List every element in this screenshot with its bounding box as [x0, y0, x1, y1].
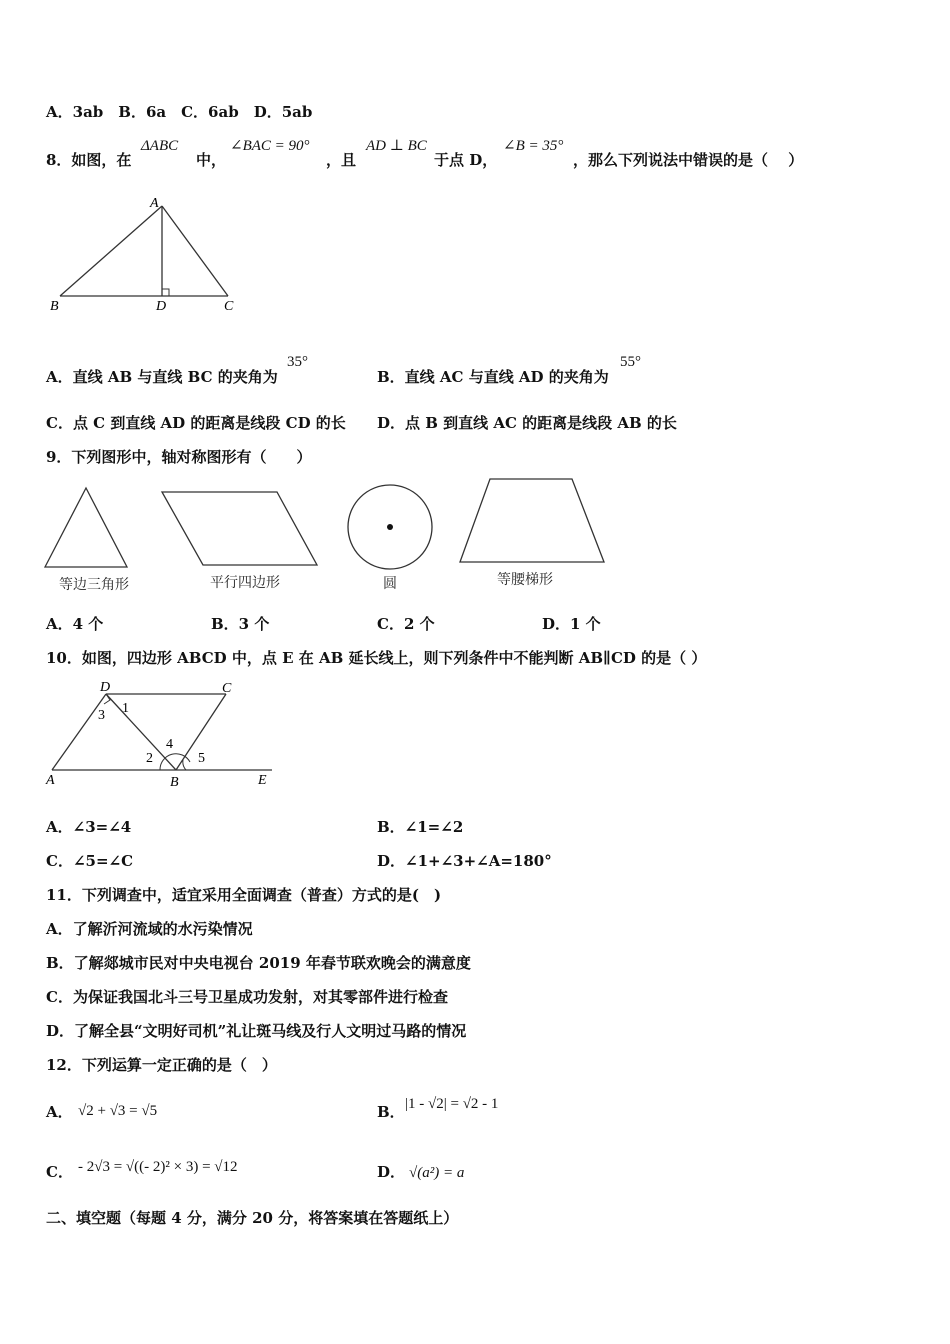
q9-option-d: D．1 个: [542, 615, 601, 633]
q8-stem-post: ，那么下列说法中错误的是（ ）: [573, 151, 804, 169]
q9-option-a: A．4 个: [46, 615, 104, 633]
q10-label-b: B: [170, 775, 179, 790]
q10-option-a: A．∠3=∠4: [46, 818, 132, 836]
q9-option-c: C．2 个: [377, 615, 435, 633]
q8-angle-bac: ∠BAC = 90°: [230, 138, 310, 154]
q8-option-b: B．直线 AC 与直线 AD 的夹角为: [377, 368, 609, 386]
q10-label-c: C: [222, 681, 232, 696]
q7-options: A．3ab B．6a C．6ab D．5ab: [46, 103, 313, 121]
q8-stem-mid2: ，且: [326, 151, 357, 169]
q10-label-1: 1: [122, 701, 129, 716]
q8-option-c: C．点 C 到直线 AD 的距离是线段 CD 的长: [46, 414, 346, 432]
q8-angle-b: ∠B = 35°: [503, 138, 564, 154]
q12-option-c-label: C．: [46, 1163, 73, 1181]
q11-stem: 11．下列调查中，适宜采用全面调查（普查）方式的是( ): [46, 886, 442, 904]
q12-option-a-expr: √2 + √3 = √5: [78, 1103, 158, 1119]
q8-label-d: D: [156, 299, 167, 314]
q10-label-d: D: [100, 680, 111, 695]
q9-shape-label-parallelogram: 平行四边形: [210, 575, 280, 591]
q11-option-a: A．了解沂河流域的水污染情况: [46, 920, 253, 938]
q12-option-d-expr: √(a²) = a: [409, 1165, 465, 1181]
q9-option-b: B．3 个: [211, 615, 270, 633]
q12-option-a-label: A．: [46, 1103, 73, 1121]
q8-option-a-value: 35°: [287, 354, 308, 370]
q8-option-d: D．点 B 到直线 AC 的距离是线段 AB 的长: [377, 414, 677, 432]
q10-label-a: A: [46, 773, 55, 788]
q10-stem: 10．如图，四边形 ABCD 中，点 E 在 AB 延长线上，则下列条件中不能判断 AB∥CD 的是（ ）: [46, 649, 707, 667]
q11-option-c: C．为保证我国北斗三号卫星成功发射，对其零部件进行检查: [46, 988, 448, 1006]
q10-option-d: D．∠1+∠3+∠A=180°: [377, 852, 552, 870]
q9-shape-label-triangle: 等边三角形: [59, 577, 129, 593]
q12-stem: 12．下列运算一定正确的是（ ）: [46, 1056, 277, 1074]
q8-option-b-value: 55°: [620, 354, 641, 370]
q8-option-a: A．直线 AB 与直线 BC 的夹角为: [46, 368, 278, 386]
q8-label-b: B: [50, 299, 59, 314]
q8-triangle-abc: ΔABC: [141, 138, 179, 154]
q10-label-3: 3: [98, 708, 105, 723]
q10-label-5: 5: [198, 751, 205, 766]
q11-option-b: B．了解郯城市民对中央电视台 2019 年春节联欢晚会的满意度: [46, 954, 471, 972]
q8-perpendicular: AD ⊥ BC: [366, 138, 427, 154]
section2-title: 二、填空题（每题 4 分，满分 20 分，将答案填在答题纸上）: [46, 1209, 459, 1227]
q8-stem-pre: 8．如图，在: [46, 151, 132, 169]
q8-label-c: C: [224, 299, 234, 314]
q10-option-c: C．∠5=∠C: [46, 852, 134, 870]
q10-label-2: 2: [146, 751, 153, 766]
q11-option-d: D．了解全县“文明好司机”礼让斑马线及行人文明过马路的情况: [46, 1022, 467, 1040]
q8-stem-mid3: 于点 D，: [434, 151, 498, 169]
q8-stem-mid1: 中，: [196, 151, 227, 169]
q9-shape-label-trapezoid: 等腰梯形: [497, 572, 553, 588]
q12-option-b-expr: |1 - √2| = √2 - 1: [405, 1096, 499, 1112]
q9-stem: 9．下列图形中，轴对称图形有（ ）: [46, 448, 312, 466]
q8-label-a: A: [150, 196, 159, 211]
q12-option-c-expr: - 2√3 = √((- 2)² × 3) = √12: [78, 1159, 238, 1175]
q10-label-4: 4: [166, 737, 173, 752]
q9-shape-label-circle: 圆: [383, 576, 397, 592]
q12-option-d-label: D．: [377, 1163, 406, 1181]
q12-option-b-label: B．: [377, 1103, 405, 1121]
q10-option-b: B．∠1=∠2: [377, 818, 464, 836]
q10-label-e: E: [258, 773, 267, 788]
